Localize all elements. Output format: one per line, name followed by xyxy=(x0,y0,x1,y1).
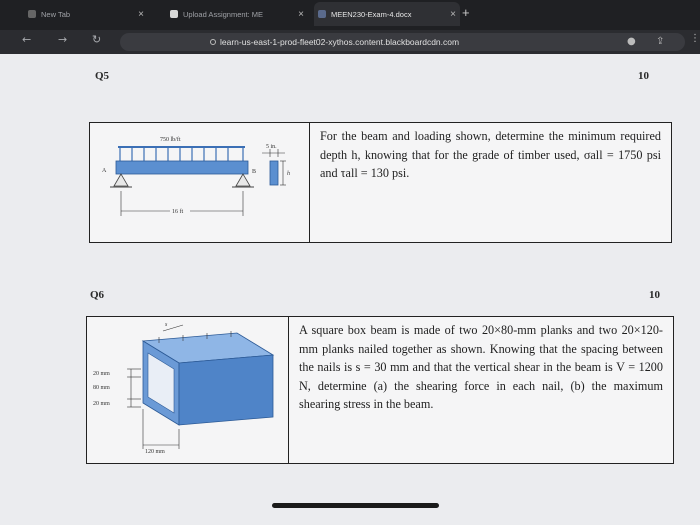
question-number: Q5 xyxy=(95,70,110,82)
question-points: 10 xyxy=(649,289,660,301)
tab-label: New Tab xyxy=(41,9,71,19)
blackboard-icon xyxy=(170,10,178,18)
question-5-text: For the beam and loading shown, determine the minimum required depth h, knowing that for the grade of timber used, σall = 1750 psi and τall = 130 psi. xyxy=(320,129,661,180)
question-6-figure xyxy=(87,317,289,463)
box-beam-diagram xyxy=(87,317,288,463)
question-6-text: A square box beam is made of two 20×80-mm planks and two 20×120-mm planks nailed together as shown. Knowing that the spacing between the nails is s = 30 mm and that the vertical shear in the beam is V = 1200 N, determine (a) the shearing force in each nail, (b) the maximum shearing stress in the beam. xyxy=(299,323,663,411)
site-info-icon[interactable] xyxy=(210,39,216,45)
tab-bar xyxy=(0,0,700,30)
question-number: Q6 xyxy=(90,289,105,301)
new-tab-icon xyxy=(28,10,36,18)
back-arrow-icon[interactable]: ← xyxy=(22,33,32,46)
microphone-icon[interactable]: ● xyxy=(627,36,636,47)
tab-label: MEEN230-Exam-4.docx xyxy=(331,9,412,19)
browser-toolbar xyxy=(0,30,700,54)
load-label: 750 lb/ft xyxy=(160,137,181,143)
depth-label: h xyxy=(287,171,290,177)
dim-mid-label: 80 mm xyxy=(93,385,110,391)
close-icon[interactable]: × xyxy=(450,8,456,20)
question-5-table xyxy=(89,122,672,243)
tab-exam-doc[interactable] xyxy=(314,2,460,26)
tab-new-tab[interactable] xyxy=(28,2,148,26)
close-icon[interactable]: × xyxy=(138,8,144,20)
menu-icon[interactable]: ⋮ xyxy=(690,33,700,44)
tab-label: Upload Assignment: ME xyxy=(183,9,264,19)
support-b-label: B xyxy=(252,169,257,175)
share-icon[interactable]: ⇪ xyxy=(656,36,665,47)
support-a-label: A xyxy=(102,168,107,174)
span-label: 16 ft xyxy=(172,209,184,215)
width-label: 120 mm xyxy=(145,449,165,455)
horizontal-scrollbar[interactable] xyxy=(272,503,439,508)
dim-bot-label: 20 mm xyxy=(93,401,110,407)
spacing-label: s xyxy=(165,322,168,328)
reload-icon[interactable]: ↻ xyxy=(92,33,102,46)
tab-upload-assignment[interactable] xyxy=(170,2,308,26)
question-5-figure xyxy=(90,123,310,242)
address-bar[interactable] xyxy=(120,33,685,51)
width-label: 5 in. xyxy=(266,144,277,150)
new-tab-button[interactable]: + xyxy=(462,5,470,20)
close-icon[interactable]: × xyxy=(298,8,304,20)
url-text[interactable]: learn-us-east-1-prod-fleet02-xythos.content.blackboardcdn.com xyxy=(220,37,460,47)
document-icon xyxy=(318,10,326,18)
forward-arrow-icon[interactable]: → xyxy=(58,33,68,46)
question-points: 10 xyxy=(638,70,649,82)
document-page xyxy=(0,54,700,525)
question-6-table xyxy=(86,316,674,464)
dim-top-label: 20 mm xyxy=(93,371,110,377)
beam-diagram xyxy=(90,123,309,242)
